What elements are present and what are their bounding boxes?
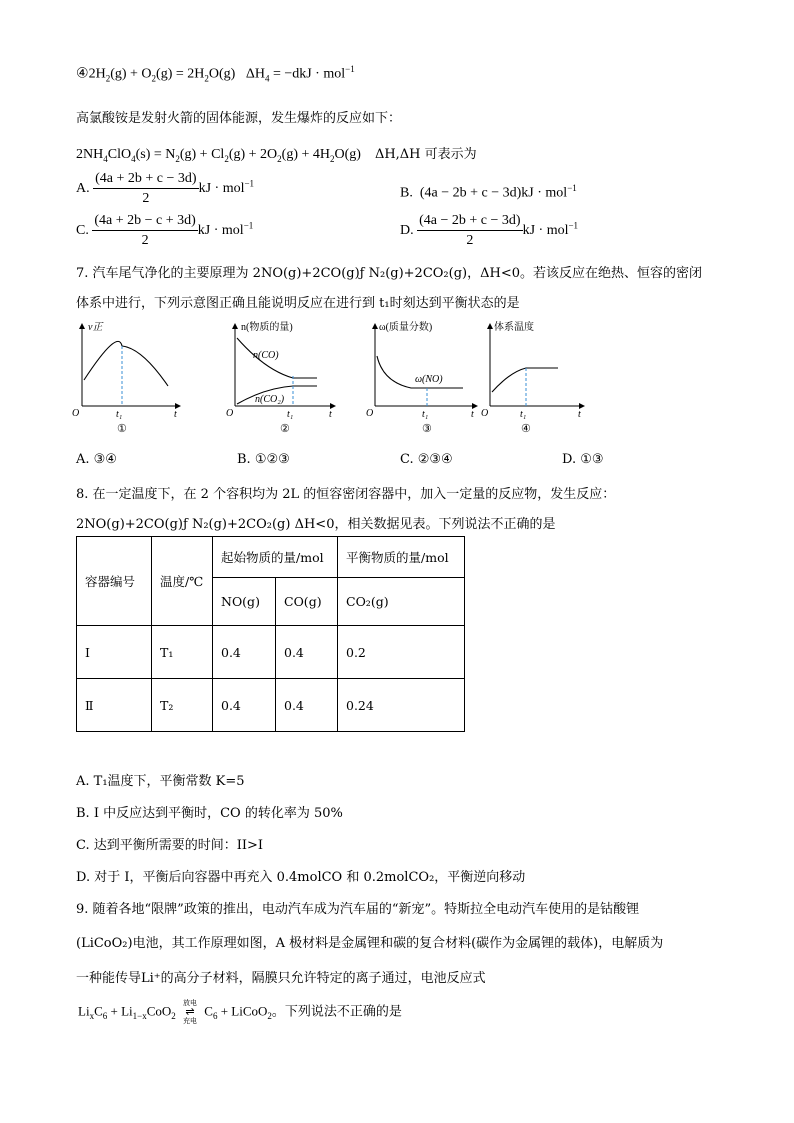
q9-line1: 9. 随着各地“限牌”政策的推出，电动汽车成为汽车届的“新宠”。特斯拉全电动汽车使用的是钴酸锂: [76, 902, 640, 917]
q8-line2: 2NO(g)+2CO(g)ƒ N₂(g)+2CO₂(g) ΔH<0，相关数据见表。下列说法不正确的是: [76, 517, 556, 532]
chart-4: [480, 318, 590, 436]
eq4-value: = −dkJ · mol: [272, 66, 346, 82]
th-co2: CO₂(g): [338, 578, 465, 626]
chart-2-ylabel: n(物质的量): [241, 322, 293, 333]
chart-2-origin: O: [226, 408, 234, 419]
q6-intro: 高氯酸铵是发射火箭的固体能源，发生爆炸的反应如下：: [76, 111, 402, 126]
row2-co: 0.4: [276, 679, 338, 732]
row1-no: 0.4: [213, 626, 276, 679]
q7-option-a[interactable]: A. ③④: [76, 452, 117, 467]
th-co: CO(g): [276, 578, 338, 626]
q8-option-c[interactable]: C. 达到平衡所需要的时间：II>I: [76, 838, 264, 853]
row2-id: Ⅱ: [77, 679, 152, 732]
q6-main-tail: ΔH,ΔH 可表示为: [374, 147, 477, 162]
q6-main-equation: $2NH_4ClO_4(s) = N_2(g) + Cl_2(g) + 2O_2(g) + 4H_2O(g)$ ΔH,ΔH 可表示为: [76, 147, 477, 164]
chart-1: [70, 318, 190, 436]
row2-co2: 0.24: [338, 679, 465, 732]
chart-3-t1: t₁: [422, 409, 429, 420]
chart-2-curve-a-label: n(CO): [253, 350, 279, 361]
q6-option-b[interactable]: B. (4a − 2b + c − 3d)kJ · mol$^{-1}$: [400, 183, 577, 201]
eq4-label: ④: [76, 66, 89, 82]
q7-option-c[interactable]: C. ②③④: [400, 452, 453, 467]
q9-line3: 一种能传导Li⁺的高分子材料，隔膜只允许特定的离子通过，电池反应式: [76, 971, 486, 986]
q6-option-c[interactable]: C. $\frac{(4a + 2b - c + 3d)}{2}$ kJ · mol$^{-1}$: [76, 213, 254, 248]
th-container: 容器编号: [77, 537, 152, 626]
q8-line1: 8. 在一定温度下，在 2 个容积均为 2L 的恒容密闭容器中，加入一定量的反应物，发生反应：: [76, 487, 616, 502]
row2-no: 0.4: [213, 679, 276, 732]
equation-4: $④2H_2(g) + O_2(g) = 2H_2O(g) \Delta H_4 = -dkJ \cdot mol^{-1}$: [76, 64, 355, 84]
th-temp: 温度/℃: [152, 537, 213, 626]
chart-3-t: t: [471, 409, 474, 420]
chart-4-t1: t₁: [520, 409, 527, 420]
chart-1-curve: [84, 341, 168, 386]
chart-1-t1: t₁: [116, 409, 123, 420]
q8-option-b[interactable]: B. I 中反应达到平衡时，CO 的转化率为 50%: [76, 806, 343, 821]
chart-3-curve-label: ω(NO): [415, 374, 443, 385]
arrow-bottom-label: 充电: [183, 1017, 198, 1025]
q7-option-b[interactable]: B. ①②③: [237, 452, 290, 467]
q7-line1: 7. 汽车尾气净化的主要原理为 2NO(g)+2CO(g)ƒ N₂(g)+2CO₂(g)，ΔH<0。若该反应在绝热、恒容的密闭: [76, 266, 702, 281]
chart-4-ylabel: 体系温度: [494, 322, 534, 333]
chart-4-num: ④: [521, 423, 531, 435]
chart-3-origin: O: [366, 408, 374, 419]
chart-2-curve-b-label: n(CO₂): [255, 394, 285, 405]
chart-4-origin: O: [481, 408, 489, 419]
q8-option-d[interactable]: D. 对于 I，平衡后向容器中再充入 0.4molCO 和 0.2molCO₂，平衡逆向移动: [76, 870, 526, 885]
q7-option-d[interactable]: D. ①③: [562, 452, 604, 467]
eq4-exp: −1: [345, 64, 355, 74]
arrow-top-label: 放电: [183, 999, 198, 1007]
chart-2-t1: t₁: [287, 409, 294, 420]
table-row: [77, 626, 465, 679]
row1-temp: T₁: [152, 626, 213, 679]
q8-option-a[interactable]: A. T₁温度下，平衡常数 K=5: [76, 774, 245, 789]
row2-temp: T₂: [152, 679, 213, 732]
chart-2-t: t: [329, 409, 332, 420]
chart-2-num: ②: [280, 423, 290, 435]
chart-3: [365, 318, 485, 436]
th-start: 起始物质的量/mol: [213, 537, 338, 578]
chart-3-num: ③: [422, 423, 432, 435]
chart-1-ylabel: v正: [88, 322, 103, 333]
reversible-arrow: 放电 ⇌ 充电: [183, 999, 198, 1025]
q6-option-d[interactable]: D. $\frac{(4a - 2b + c - 3d)}{2}$ kJ · mol$^{-1}$: [400, 213, 579, 248]
table-row: [77, 679, 465, 732]
chart-1-num: ①: [117, 423, 127, 435]
q6-option-a[interactable]: A. $\frac{(4a + 2b + c - 3d)}{2}$ kJ · mol$^{-1}$: [76, 171, 255, 206]
eq4-dh: ΔH: [245, 66, 265, 82]
q9-tail: 。下列说法不正确的是: [271, 1004, 402, 1020]
row1-id: I: [77, 626, 152, 679]
chart-4-curve: [492, 368, 558, 392]
q7-line2: 体系中进行，下列示意图正确且能说明反应在进行到 t₁时刻达到平衡状态的是: [76, 296, 520, 311]
row1-co: 0.4: [276, 626, 338, 679]
row1-co2: 0.2: [338, 626, 465, 679]
th-no: NO(g): [213, 578, 276, 626]
chart-2: [225, 318, 355, 436]
th-eq: 平衡物质的量/mol: [338, 537, 465, 578]
chart-4-t: t: [578, 409, 581, 420]
chart-1-t: t: [174, 409, 177, 420]
chart-1-origin: O: [72, 408, 80, 419]
q9-line2: (LiCoO₂)电池，其工作原理如图，A 极材料是金属锂和碳的复合材料(碳作为金属锂的载体)，电解质为: [76, 936, 664, 951]
q9-battery-equation: $Li_xC_6 + Li_{1-x}CoO_2$ 放电 ⇌ 充电 $C_6$ + LiCoO$_2$。下列说法不正确的是: [78, 999, 402, 1025]
q8-data-table: [76, 536, 465, 732]
chart-3-ylabel: ω(质量分数): [379, 322, 433, 333]
